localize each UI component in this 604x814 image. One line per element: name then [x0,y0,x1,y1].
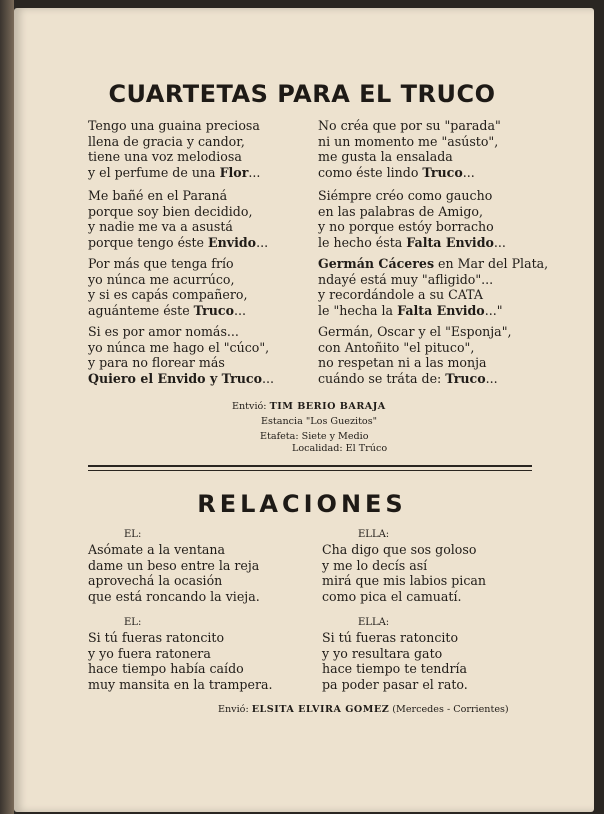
stanza-left-1 [88,118,260,180]
speaker-ella-1: ELLA: [358,529,390,540]
verse-line: dame un beso entre la reja [88,557,260,573]
verse-line: mirá que mis labios pican [322,573,487,589]
stanza-right-1 [318,118,501,180]
stanza-right-4 [318,324,512,386]
verse-line: porque soy bien decidido, [88,203,253,219]
verse-line: y me lo decís así [322,557,428,573]
credit2-place: (Mercedes - Corrientes) [392,704,509,715]
divider-rule-bottom [88,470,532,471]
verse-line: y si es capás compañero, [88,287,248,303]
verse-line: me gusta la ensalada [318,149,453,165]
relacion-ella-2 [322,630,468,692]
verse-line: yo núnca me acurrúco, [88,271,235,287]
verse-line: Tengo una guaina preciosa [88,118,260,133]
credit-estafeta: Etafeta: Siete y Medio [260,431,369,442]
relacion-el-2 [88,630,272,692]
verse-line: Cha digo que sos goloso [322,542,477,557]
verse-line: Siémpre créo como gaucho [318,188,493,203]
verse-line: y para no florear más [88,355,225,371]
verse-line: No créa que por su "parada" [318,118,501,133]
verse-line: y no porque estóy borracho [318,219,494,235]
verse-line: como pica el camuatí. [322,588,462,604]
verse-line: hace tiempo había caído [88,661,244,677]
verse-line: Asómate a la ventana [88,542,226,557]
verse-line: tiene una voz melodiosa [88,149,242,165]
relaciones-title: RELACIONES [197,490,407,518]
cuartetas-title: CUARTETAS PARA EL TRUCO [108,80,496,108]
stanza-right-3 [318,256,548,318]
credit-label: Entvió: [232,401,267,412]
verse-line: con Antoñito "el pituco", [318,339,475,355]
verse-line: pa poder pasar el rato. [322,676,468,692]
speaker-el-2: EL: [124,617,142,628]
book-spine [0,0,14,814]
verse-line: Germán, Oscar y el "Esponja", [318,324,512,339]
verse-line: Si tú fueras ratoncito [88,630,225,645]
verse-line: y el perfume de una Flor... [88,164,261,180]
verse-line: yo núnca me hago el "cúco", [88,339,270,355]
credit2-name: ELSITA ELVIRA GOMEZ [251,704,390,715]
credit2-label: Envió: [218,704,249,715]
verse-line: como éste lindo Truco... [318,164,475,180]
verse-line: le hecho ésta Falta Envido... [318,234,506,250]
verse-line: llena de gracia y candor, [88,133,245,149]
verse-line: muy mansita en la trampera. [88,676,273,692]
relaciones-credit [218,703,509,716]
verse-line: ni un momento me "asústo", [318,133,499,149]
relacion-el-1 [88,542,260,604]
verse-line: aprovechá la ocasión [88,573,223,589]
verse-line: porque tengo éste Envido... [88,234,269,250]
verse-line: y nadie me va a asustá [88,219,233,235]
verse-line: hace tiempo te tendría [322,661,468,677]
speaker-el-1: EL: [124,529,142,540]
divider-rule-top [88,465,532,467]
stanza-left-2 [88,188,268,250]
stanza-left-4 [88,324,274,386]
credit-estancia: Estancia "Los Guezitos" [261,416,378,427]
verse-line: no respetan ni a las monja [318,355,487,371]
verse-line: le "hecha la Falta Envido..." [318,302,503,318]
verse-line: y yo fuera ratonera [88,645,211,661]
verse-line: ndayé está muy "afligido"... [318,271,494,287]
credit-name: TIM BERIO BARAJA [269,401,386,412]
verse-line: Quiero el Envido y Truco... [88,370,275,386]
verse-line: aguánteme éste Truco... [88,302,246,318]
verse-line: Si es por amor nomás... [88,324,239,339]
verse-line: y recordándole a su CATA [318,287,483,303]
verse-line: que está roncando la vieja. [88,588,260,604]
verse-line: cuándo se tráta de: Truco... [318,370,498,386]
relacion-ella-1 [322,542,486,604]
cuartetas-credit-sender [232,400,386,413]
verse-line: Me bañé en el Paraná [88,188,228,203]
speaker-ella-2: ELLA: [358,617,390,628]
verse-line: y yo resultara gato [322,645,443,661]
verse-line: Por más que tenga frío [88,256,234,271]
verse-line: Germán Cáceres en Mar del Plata, [318,256,549,271]
stanza-left-3 [88,256,247,318]
verse-line: Si tú fueras ratoncito [322,630,459,645]
verse-line: en las palabras de Amigo, [318,203,483,219]
stanza-right-2 [318,188,506,250]
credit-localidad: Localidad: El Trúco [292,443,388,454]
